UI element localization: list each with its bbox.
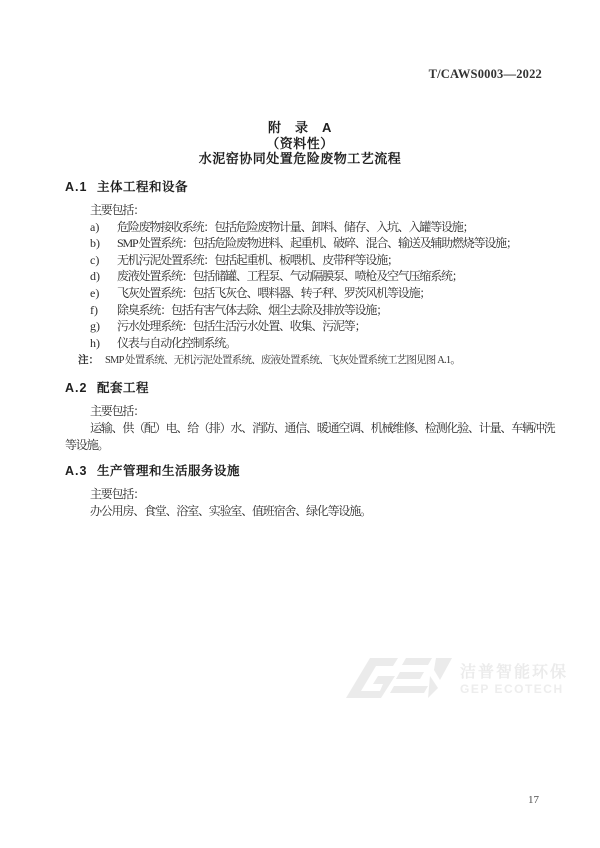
list-item-text: 除臭系统：包括有害气体去除、烟尘去除及排放等设施； xyxy=(117,302,388,317)
section-title: 配套工程 xyxy=(97,381,150,396)
list-item xyxy=(65,318,570,335)
list-item-text: SMP 处置系统：包括危险废物进料、起重机、破碎、混合、输送及辅助燃烧等设施； xyxy=(117,236,517,251)
list-item-text: 无机污泥处置系统：包括起重机、板喂机、皮带秤等设施； xyxy=(117,252,398,267)
list-item-label: c) xyxy=(90,252,100,267)
list-item-label: f) xyxy=(90,302,98,317)
section-heading-a3 xyxy=(65,464,570,479)
watermark xyxy=(340,652,588,708)
paragraph-line: 等设施。 xyxy=(65,437,109,452)
list-item xyxy=(65,335,570,352)
section-heading-a1 xyxy=(65,180,570,195)
list-item-text: 废液处置系统：包括储罐、工程泵、气动隔膜泵、喷枪及空气压缩系统； xyxy=(117,269,463,284)
gep-logo-icon xyxy=(340,654,452,707)
list-item-label: g) xyxy=(90,319,100,334)
paragraph-line: 运输、供（配）电、给（排）水、消防、通信、暖通空调、机械维修、检测化验、计量、车辆冲洗 xyxy=(90,420,555,435)
list-item xyxy=(65,268,570,285)
list-item xyxy=(65,235,570,252)
list-item-label: a) xyxy=(90,219,100,234)
note-label: 注： xyxy=(78,355,99,367)
list-item xyxy=(65,252,570,269)
doc-code: T/CAWS0003—2022 xyxy=(428,67,542,81)
list-item-label: d) xyxy=(90,269,100,284)
watermark-cn: 洁普智能环保 xyxy=(460,664,569,681)
section-title: 生产管理和生活服务设施 xyxy=(97,464,241,479)
note xyxy=(65,354,570,368)
watermark-text xyxy=(460,664,568,696)
page-number: 17 xyxy=(528,794,539,806)
list-item-label: e) xyxy=(90,285,100,300)
paragraph-line: 办公用房、食堂、浴室、实验室、值班宿舍、绿化等设施。 xyxy=(90,503,371,518)
list-item-text: 污水处理系统：包括生活污水处置、收集、污泥等； xyxy=(117,319,366,334)
section-heading-a2 xyxy=(65,381,570,396)
content-column xyxy=(65,180,570,519)
section-number: A.2 xyxy=(65,381,88,396)
appendix-title: 附 录 A xyxy=(268,120,332,135)
list-item-label: h) xyxy=(90,335,100,350)
list-item xyxy=(65,219,570,236)
note-text: SMP 处置系统、无机污泥处置系统、废液处置系统、飞灰处置系统工艺图见图 A.1。 xyxy=(105,355,461,367)
list-item-text: 仪表与自动化控制系统。 xyxy=(117,335,236,350)
section-number: A.3 xyxy=(65,464,88,479)
intro-line: 主要包括： xyxy=(90,487,145,502)
watermark-en: GEP ECOTECH xyxy=(460,682,564,696)
list-item-text: 危险废物接收系统：包括危险废物计量、卸料、储存、入坑、入罐等设施； xyxy=(117,219,474,234)
intro-line: 主要包括： xyxy=(90,203,145,217)
appendix-title-block xyxy=(0,120,600,167)
list-item-text: 飞灰处置系统：包括飞灰仓、喂料器、转子秤、罗茨风机等设施； xyxy=(117,285,431,300)
appendix-subtitle: （资料性） xyxy=(266,135,334,151)
appendix-heading: 水泥窑协同处置危险废物工艺流程 xyxy=(198,151,402,166)
intro-line: 主要包括： xyxy=(90,404,145,419)
section-number: A.1 xyxy=(65,180,88,194)
list-item xyxy=(65,285,570,302)
section-title: 主体工程和设备 xyxy=(97,180,189,194)
list-item-label: b) xyxy=(90,236,100,251)
list-item xyxy=(65,302,570,319)
